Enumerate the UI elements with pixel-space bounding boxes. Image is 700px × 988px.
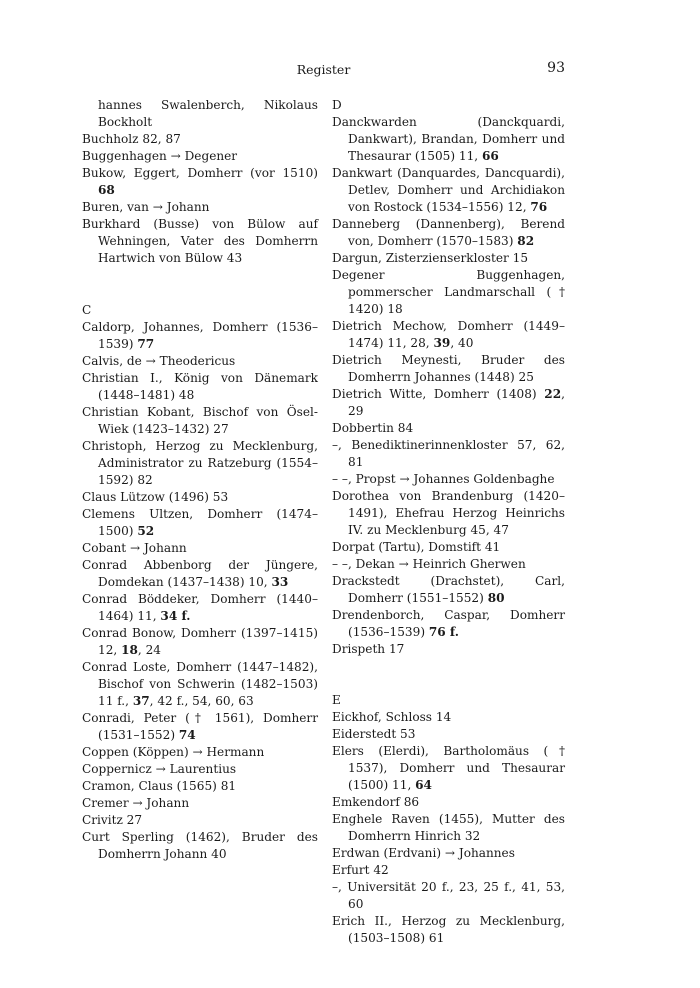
entry-text: Caldorp, Johannes, Domherr (1536–1539) <box>82 320 318 351</box>
entry-text-after: , 42 f., 54, 60, 63 <box>149 694 254 708</box>
entry-text: Christian I., König von Dänemark (1448–1481) 48 <box>82 371 318 402</box>
entry-main-page: 66 <box>481 149 499 163</box>
entry-text: Danckwarden (Danckquardi, Dankwart), Brandan, Domherr und Thesaurar (1505) 11, <box>332 115 565 163</box>
entry-main-page: 18 <box>121 643 138 657</box>
index-entry <box>332 165 565 216</box>
section-letter <box>332 692 565 709</box>
entry-text: Conrad Abbenborg der Jüngere, Domdekan (1437–1438) 10, <box>82 558 318 589</box>
index-entry <box>82 370 318 404</box>
index-entry <box>332 250 565 267</box>
index-entry <box>82 829 318 863</box>
index-column-right <box>332 97 565 947</box>
index-entry <box>82 489 318 506</box>
index-entry <box>332 794 565 811</box>
index-entry <box>82 557 318 591</box>
entry-text: – –, Dekan → Heinrich Gherwen <box>332 557 526 571</box>
entry-text: Cramon, Claus (1565) 81 <box>82 779 237 793</box>
index-entry <box>82 319 318 353</box>
index-entry <box>82 353 318 370</box>
index-entry <box>332 437 565 471</box>
entry-text: Drackstedt (Drachstet), Carl, Domherr (1551–1552) <box>332 574 565 605</box>
index-entry <box>82 404 318 438</box>
index-entry <box>332 743 565 794</box>
index-entry <box>82 812 318 829</box>
index-entry <box>82 778 318 795</box>
index-entry <box>82 216 318 267</box>
index-entry <box>82 795 318 812</box>
index-column-left <box>82 97 318 863</box>
entry-text: Dietrich Mechow, Domherr (1449–1474) 11, 28, <box>332 319 565 350</box>
entry-text: Coppen (Köppen) → Hermann <box>82 745 265 759</box>
index-entry <box>332 845 565 862</box>
entry-text-after: , 40 <box>450 336 474 350</box>
index-entry <box>82 165 318 199</box>
entry-text: Erich II., Herzog zu Mecklenburg, (1503–1508) 61 <box>332 914 565 945</box>
entry-text: Curt Sperling (1462), Bruder des Domherrn Johann 40 <box>82 830 318 861</box>
entry-text: Erdwan (Erdvani) → Johannes <box>332 846 515 860</box>
entry-text: Danneberg (Dannenberg), Berend von, Domherr (1570–1583) <box>332 217 565 248</box>
index-entry <box>332 216 565 250</box>
entry-text: Erfurt 42 <box>332 863 389 877</box>
index-entry <box>332 471 565 488</box>
entry-main-page: 76 f. <box>428 625 459 639</box>
index-entry <box>82 438 318 489</box>
entry-text: Dietrich Meynesti, Bruder des Domherrn Johannes (1448) 25 <box>332 353 565 384</box>
entry-text: Enghele Raven (1455), Mutter des Domherrn Hinrich 32 <box>332 812 565 843</box>
index-entry <box>332 352 565 386</box>
entry-main-page: 64 <box>415 778 432 792</box>
index-entry <box>82 625 318 659</box>
entry-main-page: 39 <box>433 336 451 350</box>
index-entry <box>332 573 565 607</box>
index-entry <box>332 318 565 352</box>
entry-text: Christian Kobant, Bischof von Ösel-Wiek (1423–1432) 27 <box>82 405 318 436</box>
index-entry <box>82 761 318 778</box>
entry-text: Buchholz 82, 87 <box>82 132 181 146</box>
entry-text: D <box>332 98 342 112</box>
index-entry <box>82 710 318 744</box>
index-entry <box>82 148 318 165</box>
entry-text: Emkendorf 86 <box>332 795 420 809</box>
entry-text: Drispeth 17 <box>332 642 405 656</box>
header-title: Register <box>296 62 351 77</box>
index-entry <box>82 540 318 557</box>
entry-main-page: 76 <box>530 200 548 214</box>
index-entry <box>332 386 565 420</box>
entry-main-page: 80 <box>487 591 505 605</box>
index-entry <box>332 709 565 726</box>
entry-text: Coppernicz → Laurentius <box>82 762 237 776</box>
entry-text-after: , 24 <box>137 643 161 657</box>
index-entry <box>332 114 565 165</box>
entry-main-page: 82 <box>517 234 535 248</box>
index-entry <box>332 641 565 658</box>
index-entry <box>332 879 565 913</box>
index-entry <box>332 539 565 556</box>
entry-text: E <box>332 693 341 707</box>
index-entry <box>82 199 318 216</box>
index-entry <box>82 591 318 625</box>
entry-text: Elers (Elerdi), Bartholomäus († 1537), Domherr und Thesaurar (1500) 11, <box>332 744 565 792</box>
index-entry-continuation <box>82 97 318 131</box>
entry-text: Eickhof, Schloss 14 <box>332 710 452 724</box>
entry-main-page: 77 <box>137 337 155 351</box>
entry-text: Clemens Ultzen, Domherr (1474–1500) <box>82 507 318 538</box>
entry-main-page: 52 <box>137 524 155 538</box>
section-gap <box>82 267 318 302</box>
section-letter <box>82 302 318 319</box>
entry-main-page: 33 <box>271 575 289 589</box>
entry-main-page: 74 <box>178 728 196 742</box>
entry-text: Christoph, Herzog zu Mecklenburg, Administrator zu Ratzeburg (1554–1592) 82 <box>82 439 318 487</box>
entry-text: Buggenhagen → Degener <box>82 149 238 163</box>
entry-text: Dobbertin 84 <box>332 421 414 435</box>
running-header <box>82 62 565 80</box>
entry-text: Eiderstedt 53 <box>332 727 416 741</box>
entry-text: Dorothea von Brandenburg (1420–1491), Ehefrau Herzog Heinrichs IV. zu Mecklenburg 45, 47 <box>332 489 565 537</box>
entry-text: Dietrich Witte, Domherr (1408) <box>332 387 545 401</box>
index-entry <box>332 556 565 573</box>
entry-text: Burkhard (Busse) von Bülow auf Wehningen, Vater des Domherrn Hartwich von Bülow 43 <box>82 217 318 265</box>
entry-text: –, Universität 20 f., 23, 25 f., 41, 53, 60 <box>332 880 565 911</box>
entry-text: Conrad Bonow, Domherr (1397–1415) 12, <box>82 626 318 657</box>
index-entry <box>332 913 565 947</box>
index-entry <box>332 267 565 318</box>
entry-text-after: , 29 <box>348 387 565 418</box>
index-entry <box>82 131 318 148</box>
page-number: 93 <box>547 60 565 76</box>
section-letter <box>332 97 565 114</box>
entry-main-page: 37 <box>132 694 150 708</box>
entry-main-page: 34 f. <box>160 609 191 623</box>
entry-text: Crivitz 27 <box>82 813 143 827</box>
entry-text: Buren, van → Johann <box>82 200 210 214</box>
entry-text: Bukow, Eggert, Domherr (vor 1510) <box>82 166 318 180</box>
index-entry <box>82 744 318 761</box>
entry-text: Calvis, de → Theodericus <box>82 354 236 368</box>
section-gap <box>332 658 565 692</box>
entry-text: Dankwart (Danquardes, Dancquardi), Detlev, Domherr und Archidiakon von Rostock (1534–1556) 12, <box>332 166 565 214</box>
entry-text: – –, Propst → Johannes Goldenbaghe <box>332 472 555 486</box>
index-entry <box>332 726 565 743</box>
entry-text: Cremer → Johann <box>82 796 190 810</box>
entry-text: Cobant → Johann <box>82 541 187 555</box>
index-entry <box>332 488 565 539</box>
index-entry <box>82 659 318 710</box>
entry-text: –, Benediktinerinnenkloster 57, 62, 81 <box>332 438 565 469</box>
entry-text: C <box>82 303 92 317</box>
entry-main-page: 22 <box>544 387 562 401</box>
index-entry <box>332 811 565 845</box>
entry-text: Conrad Loste, Domherr (1447–1482), Bischof von Schwerin (1482–1503) 11 f., <box>82 660 318 708</box>
entry-text: Claus Lützow (1496) 53 <box>82 490 229 504</box>
entry-text: Drendenborch, Caspar, Domherr (1536–1539) <box>332 608 565 639</box>
index-entry <box>332 862 565 879</box>
entry-text: Conradi, Peter († 1561), Domherr (1531–1552) <box>82 711 318 742</box>
entry-main-page: 68 <box>98 183 115 197</box>
entry-text: Conrad Böddeker, Domherr (1440–1464) 11, <box>82 592 318 623</box>
entry-text: Degener Buggenhagen, pommerscher Landmarschall († 1420) 18 <box>332 268 565 316</box>
entry-text: Dorpat (Tartu), Domstift 41 <box>332 540 501 554</box>
entry-text: Dargun, Zisterzienserkloster 15 <box>332 251 529 265</box>
entry-text: hannes Swalenberch, Nikolaus Bockholt <box>98 98 318 129</box>
index-entry <box>332 420 565 437</box>
index-entry <box>82 506 318 540</box>
index-entry <box>332 607 565 641</box>
